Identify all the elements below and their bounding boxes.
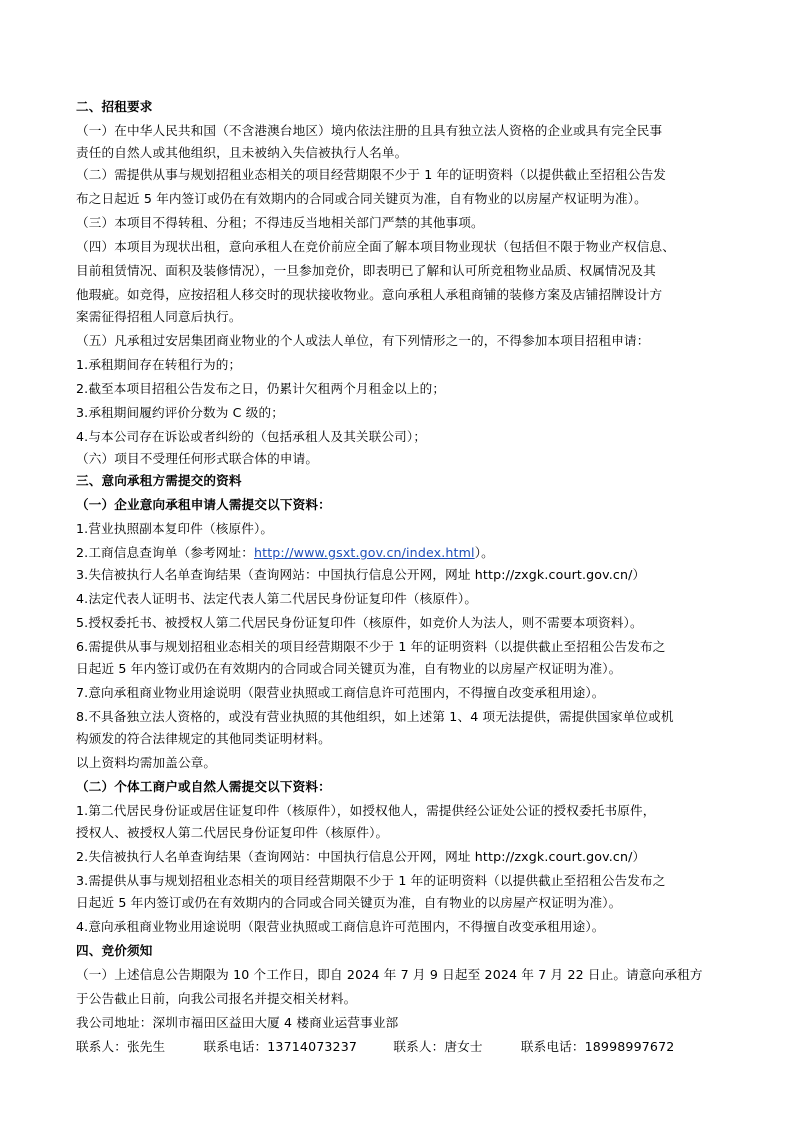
- list-item-text: 2.工商信息查询单（参考网址：: [76, 545, 254, 560]
- list-item: 1.第二代居民身份证或居住证复印件（核原件），如授权他人，需提供经公证处公证的授权委托书原件，: [76, 803, 656, 818]
- contact-line: [76, 1036, 726, 1058]
- paragraph-line: （三）本项目不得转租、分租；不得违反当地相关部门严禁的其他事项。: [76, 215, 484, 230]
- section-heading-materials: 三、意向承租方需提交的资料: [76, 473, 242, 488]
- list-item: 授权人、被授权人第二代居民身份证复印件（核原件）。: [76, 825, 389, 840]
- paragraph-line: （一）在中华人民共和国（不含港澳台地区）境内依法注册的且具有独立法人资格的企业或具有完全民事: [76, 123, 663, 138]
- paragraph-line: 目前租赁情况、面积及装修情况），一旦参加竞价，即表明已了解和认可所竞租物业品质、权属情况及其: [76, 263, 656, 278]
- list-item: 1.承租期间存在转租行为的；: [76, 357, 242, 372]
- list-item: 3.需提供从事与规划招租业态相关的项目经营期限不少于 1 年的证明资料（以提供截止至招租公告发布之: [76, 873, 666, 888]
- paragraph-line: 他瑕疵。如竞得，应按招租人移交时的现状接收物业。意向承租人承租商铺的装修方案及店铺招牌设计方: [76, 287, 663, 302]
- paragraph-line: 布之日起近 5 年内签订或仍在有效期内的合同或合同关键页为准，自有物业的以房屋产权证明为准）。: [76, 191, 647, 206]
- contact-person-2: 联系人：唐女士: [393, 1039, 483, 1054]
- list-item-text: ）。: [474, 545, 494, 560]
- list-item: 6.需提供从事与规划招租业态相关的项目经营期限不少于 1 年的证明资料（以提供截止至招租公告发布之: [76, 639, 666, 654]
- list-item: 3.承租期间履约评价分数为 C 级的；: [76, 405, 284, 420]
- subsection-heading-individual: （二）个体工商户或自然人需提交以下资料：: [76, 779, 331, 794]
- list-item: [76, 542, 726, 564]
- paragraph-line: 案需征得招租人同意后执行。: [76, 309, 242, 324]
- paragraph-line: （二）需提供从事与规划招租业态相关的项目经营期限不少于 1 年的证明资料（以提供截止至招租公告发: [76, 167, 666, 182]
- paragraph-line: 于公告截止日前，向我公司报名并提交相关材料。: [76, 991, 357, 1006]
- list-item: 2.失信被执行人名单查询结果（查询网站：中国执行信息公开网，网址 http://zxgk.court.gov.cn/）: [76, 849, 646, 864]
- contact-phone-2: 联系电话：18998997672: [520, 1039, 675, 1054]
- list-item: 8.不具备独立法人资格的，或没有营业执照的其他组织，如上述第 1、4 项无法提供，需提供国家单位或机: [76, 709, 674, 724]
- gsxt-link[interactable]: http://www.gsxt.gov.cn/index.html: [253, 545, 475, 560]
- list-item: 1.营业执照副本复印件（核原件）。: [76, 521, 274, 536]
- paragraph-line: 以上资料均需加盖公章。: [76, 755, 217, 770]
- subsection-heading-enterprise: （一）企业意向承租申请人需提交以下资料：: [76, 497, 331, 512]
- section-heading-requirements: 二、招租要求: [76, 99, 153, 114]
- list-item: 构颁发的符合法律规定的其他同类证明材料。: [76, 731, 331, 746]
- contact-phone-1: 联系电话：13714073237: [203, 1039, 358, 1054]
- list-item: 4.法定代表人证明书、法定代表人第二代居民身份证复印件（核原件）。: [76, 591, 478, 606]
- contact-person-1: 联系人：张先生: [76, 1039, 166, 1054]
- list-item: 日起近 5 年内签订或仍在有效期内的合同或合同关键页为准，自有物业的以房屋产权证明为准）。: [76, 661, 622, 676]
- list-item: 7.意向承租商业物业用途说明（限营业执照或工商信息许可范围内，不得擅自改变承租用途）。: [76, 685, 605, 700]
- list-item: 3.失信被执行人名单查询结果（查询网站：中国执行信息公开网，网址 http://zxgk.court.gov.cn/）: [76, 567, 646, 582]
- list-item: 5.授权委托书、被授权人第二代居民身份证复印件（核原件，如竞价人为法人，则不需要本项资料）。: [76, 615, 643, 630]
- list-item: 2.截至本项目招租公告发布之日，仍累计欠租两个月租金以上的；: [76, 381, 446, 396]
- list-item: 日起近 5 年内签订或仍在有效期内的合同或合同关键页为准，自有物业的以房屋产权证明为准）。: [76, 895, 622, 910]
- paragraph-line: （一）上述信息公告期限为 10 个工作日，即自 2024 年 7 月 9 日起至 2024 年 7 月 22 日止。请意向承租方: [76, 967, 703, 982]
- paragraph-line: 责任的自然人或其他组织，且未被纳入失信被执行人名单。: [76, 145, 408, 160]
- paragraph-line: （四）本项目为现状出租，意向承租人在竞价前应全面了解本项目物业现状（包括但不限于物业产权信息、: [76, 239, 675, 254]
- list-item: 4.意向承租商业物业用途说明（限营业执照或工商信息许可范围内，不得擅自改变承租用途）。: [76, 919, 605, 934]
- paragraph-line: （五）凡承租过安居集团商业物业的个人或法人单位，有下列情形之一的，不得参加本项目招租申请：: [76, 333, 650, 348]
- section-heading-bidding: 四、竞价须知: [76, 943, 153, 958]
- paragraph-line: （六）项目不受理任何形式联合体的申请。: [76, 451, 319, 466]
- list-item: 4.与本公司存在诉讼或者纠纷的（包括承租人及其关联公司）；: [76, 429, 427, 444]
- company-address: 我公司地址：深圳市福田区益田大厦 4 楼商业运营事业部: [76, 1015, 399, 1030]
